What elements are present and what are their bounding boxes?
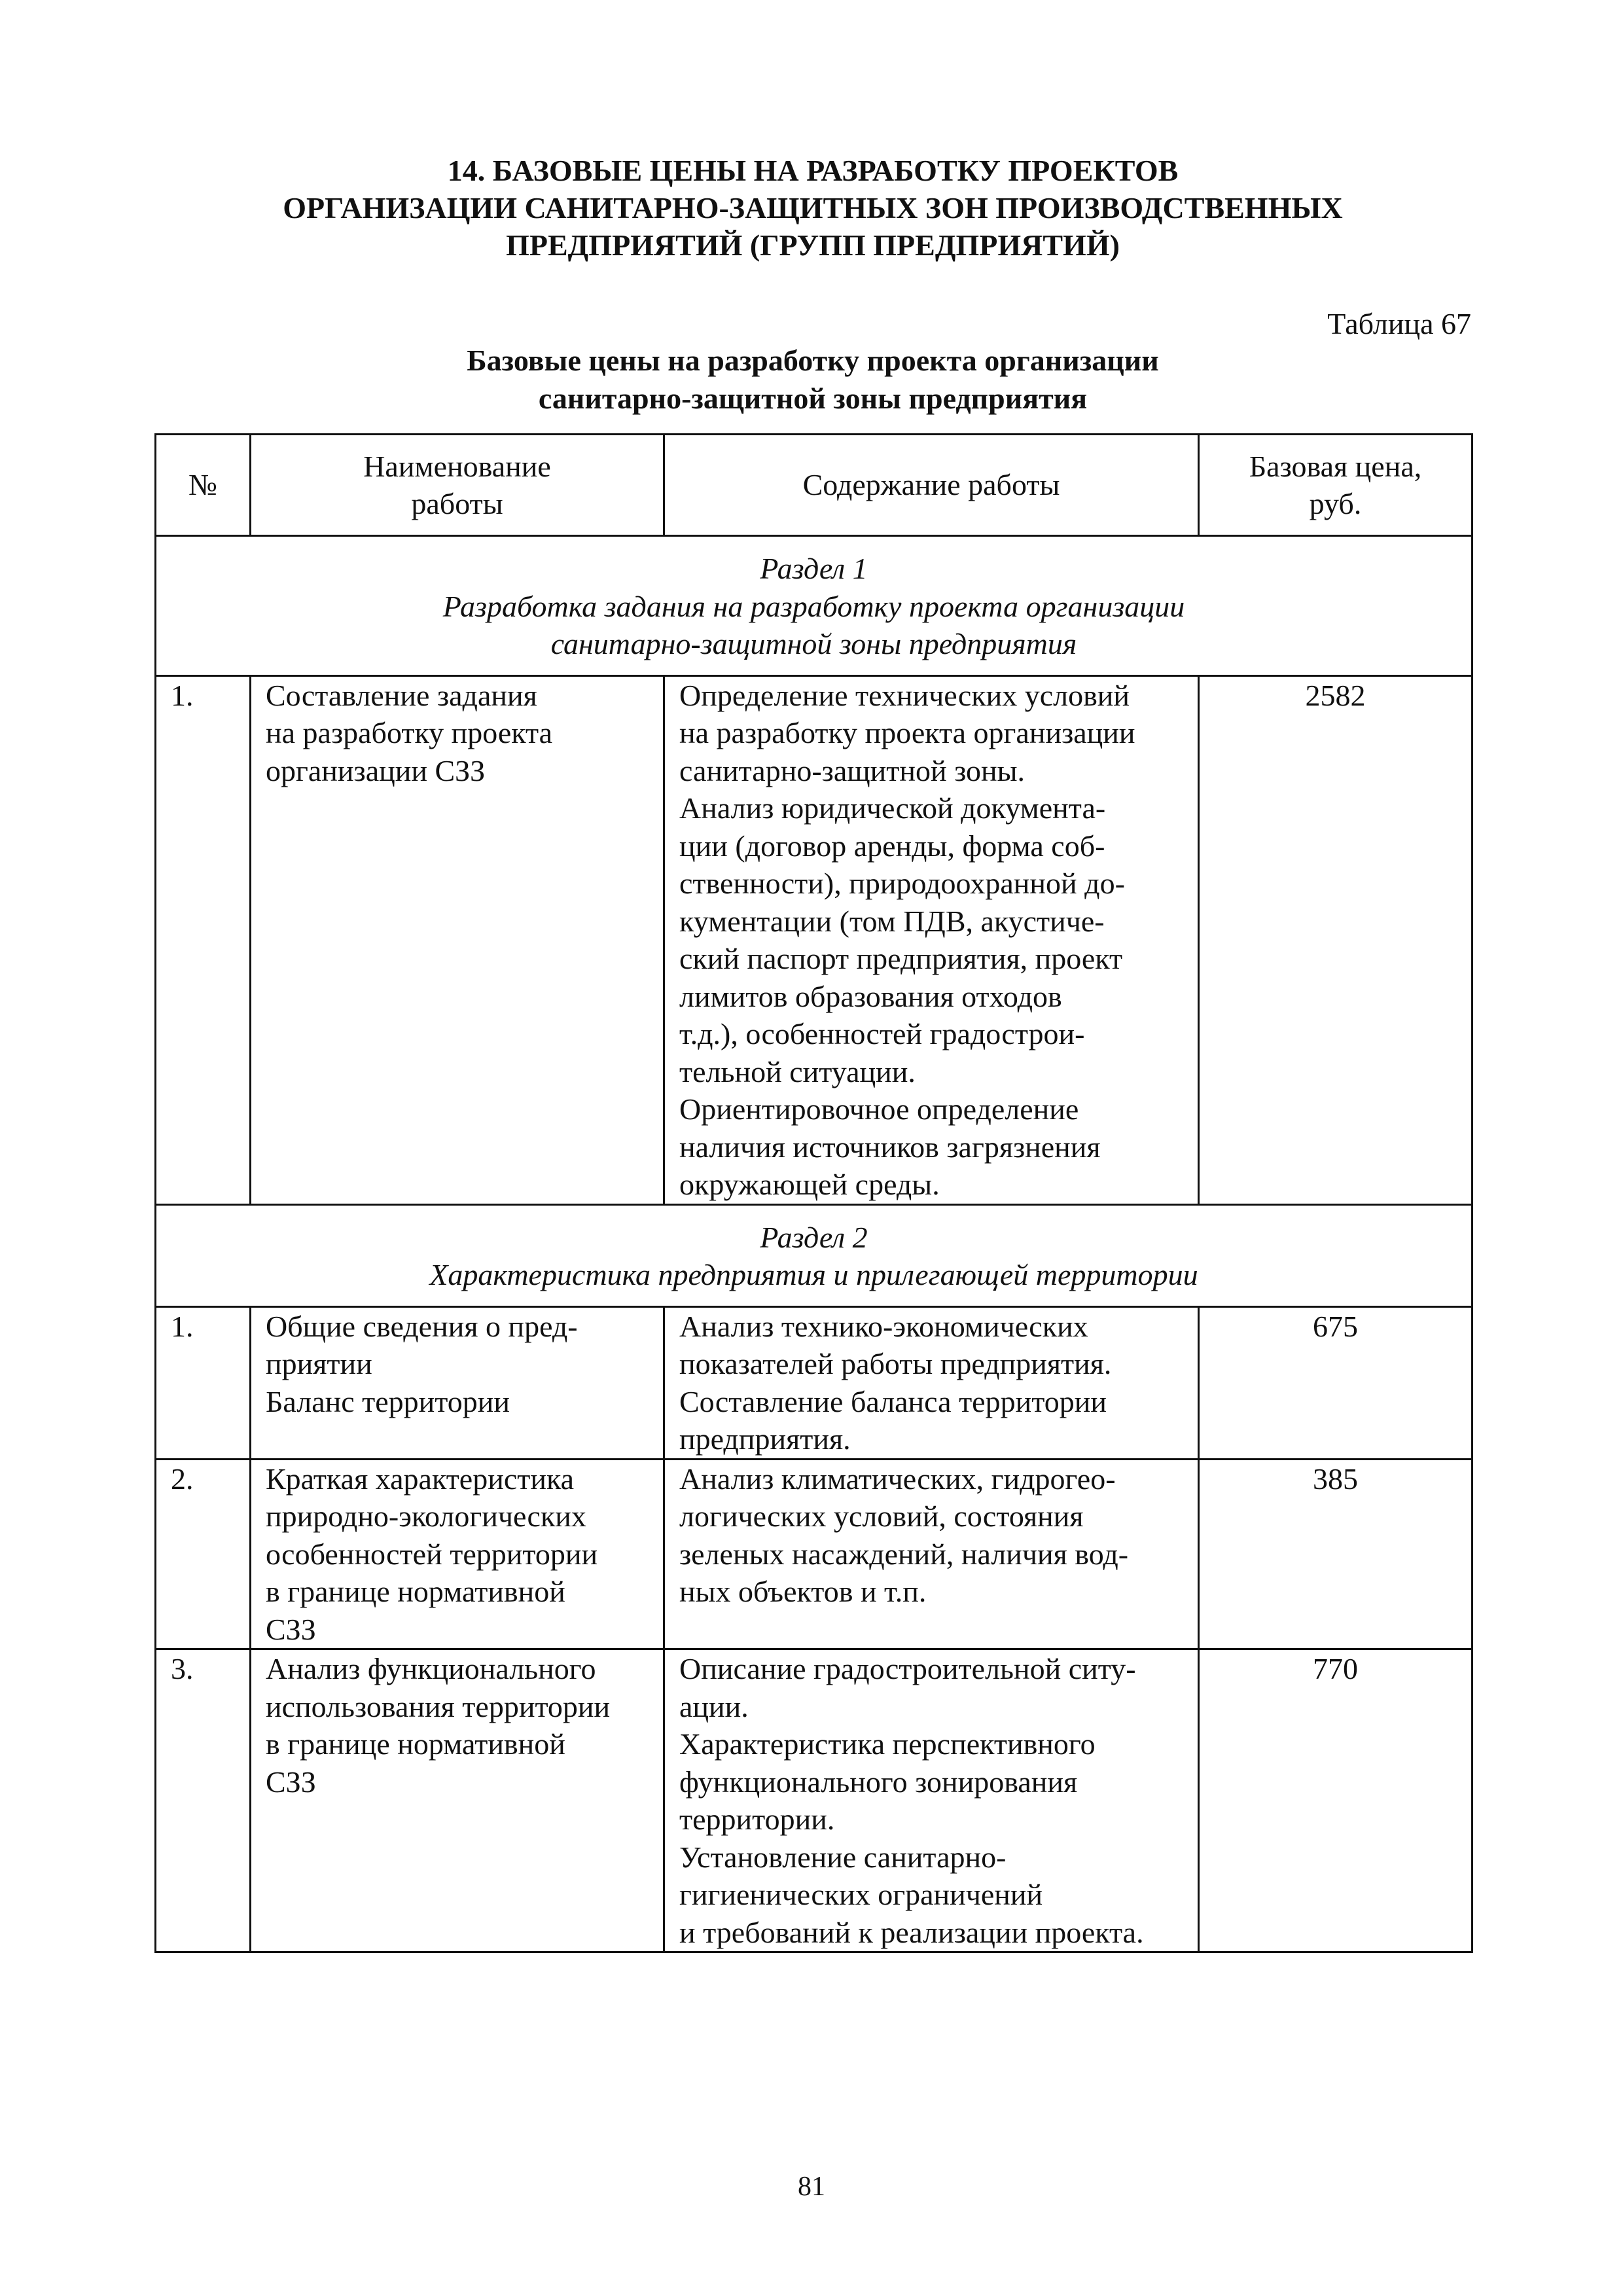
section-row	[156, 1204, 1472, 1306]
section-title-cell	[156, 1204, 1472, 1306]
work-content-line: окружающей среды.	[679, 1168, 940, 1201]
work-content-line: ский паспорт предприятия, проект	[679, 942, 1123, 975]
chapter-heading-line: 14. БАЗОВЫЕ ЦЕНЫ НА РАЗРАБОТКУ ПРОЕКТОВ	[447, 154, 1179, 187]
work-name-line: СЗЗ	[266, 1765, 316, 1799]
header-work-name-line: Наименование	[363, 449, 551, 483]
work-content-line: предприятия.	[679, 1422, 851, 1456]
work-name-line: в границе нормативной	[266, 1727, 565, 1761]
work-content-line: тельной ситуации.	[679, 1054, 916, 1088]
table-caption-line: Базовые цены на разработку проекта организации	[467, 344, 1159, 377]
chapter-heading	[154, 152, 1471, 264]
work-content-line: Описание градостроительной ситу-	[679, 1652, 1136, 1685]
work-content-line: т.д.), особенностей градострои-	[679, 1017, 1085, 1050]
header-number: №	[156, 435, 251, 536]
work-content-line: территории.	[679, 1803, 835, 1836]
row-base-price: 770	[1199, 1649, 1472, 1952]
work-content-line: кументации (том ПДВ, акустиче-	[679, 904, 1105, 938]
row-work-name	[251, 1649, 664, 1952]
header-base-price-line: Базовая цена,	[1249, 449, 1422, 483]
work-content-line: Определение технических условий	[679, 678, 1130, 712]
table-row	[156, 1649, 1472, 1952]
chapter-heading-line: ПРЕДПРИЯТИЙ (ГРУПП ПРЕДПРИЯТИЙ)	[506, 228, 1120, 262]
work-name-line: организации СЗЗ	[266, 753, 486, 787]
table-row	[156, 1306, 1472, 1459]
work-content-line: функционального зонирования	[679, 1765, 1078, 1799]
work-content-line: ных объектов и т.п.	[679, 1575, 927, 1608]
price-table	[154, 433, 1473, 1953]
row-base-price: 675	[1199, 1306, 1472, 1459]
row-number: 2.	[156, 1459, 251, 1649]
header-base-price	[1199, 435, 1472, 536]
work-name-line: использования территории	[266, 1689, 611, 1723]
work-name-line: на разработку проекта	[266, 716, 553, 749]
work-name-line: в границе нормативной	[266, 1575, 565, 1608]
work-content-line: показателей работы предприятия.	[679, 1347, 1112, 1380]
section-title-cell	[156, 536, 1472, 676]
work-content-line: наличия источников загрязнения	[679, 1130, 1101, 1164]
row-work-content	[664, 1459, 1199, 1649]
table-caption	[154, 342, 1471, 418]
work-content-line: и требований к реализации проекта.	[679, 1915, 1144, 1949]
section-subtitle-line: Характеристика предприятия и прилегающей территории	[429, 1258, 1198, 1291]
section-subtitle-line: Разработка задания на разработку проекта организации	[442, 589, 1185, 623]
work-content-line: ации.	[679, 1689, 749, 1723]
table-caption-line: санитарно-защитной зоны предприятия	[538, 382, 1088, 415]
work-name-line: Составление задания	[266, 678, 537, 712]
work-content-line: Анализ юридической документа-	[679, 791, 1106, 825]
section-row	[156, 536, 1472, 676]
row-work-name	[251, 675, 664, 1204]
row-work-name	[251, 1306, 664, 1459]
work-name-line: Общие сведения о пред-	[266, 1309, 578, 1343]
work-content-line: Анализ технико-экономических	[679, 1309, 1088, 1343]
page-number: 81	[798, 2172, 825, 2202]
table-number: Таблица 67	[1327, 307, 1471, 340]
row-work-name	[251, 1459, 664, 1649]
work-content-line: Составление баланса территории	[679, 1384, 1107, 1418]
row-base-price: 2582	[1199, 675, 1472, 1204]
work-name-line: приятии	[266, 1347, 372, 1380]
work-name-line: особенностей территории	[266, 1537, 598, 1571]
table-header-row	[156, 435, 1472, 536]
work-content-line: лимитов образования отходов	[679, 979, 1062, 1013]
chapter-heading-line: ОРГАНИЗАЦИИ САНИТАРНО-ЗАЩИТНЫХ ЗОН ПРОИЗВОДСТВЕННЫХ	[283, 191, 1343, 224]
section-subtitle-line: санитарно-защитной зоны предприятия	[550, 627, 1077, 660]
table-row	[156, 1459, 1472, 1649]
header-work-name	[251, 435, 664, 536]
row-base-price: 385	[1199, 1459, 1472, 1649]
work-content-line: ственности), природоохранной до-	[679, 867, 1125, 900]
row-number: 3.	[156, 1649, 251, 1952]
work-name-line: Краткая характеристика	[266, 1462, 575, 1496]
work-content-line: зеленых насаждений, наличия вод-	[679, 1537, 1129, 1571]
work-content-line: санитарно-защитной зоны.	[679, 753, 1026, 787]
work-name-line: природно-экологических	[266, 1499, 586, 1533]
work-content-line: Ориентировочное определение	[679, 1092, 1079, 1126]
work-name-line: Баланс территории	[266, 1384, 510, 1418]
work-content-line: Анализ климатических, гидрогео-	[679, 1462, 1116, 1496]
header-work-name-line: работы	[411, 487, 503, 520]
row-work-content	[664, 675, 1199, 1204]
table-row	[156, 675, 1472, 1204]
work-content-line: на разработку проекта организации	[679, 716, 1135, 749]
row-work-content	[664, 1649, 1199, 1952]
work-content-line: логических условий, состояния	[679, 1499, 1084, 1533]
work-content-line: гигиенических ограничений	[679, 1878, 1043, 1911]
header-base-price-line: руб.	[1309, 487, 1362, 520]
section-title: Раздел 1	[760, 552, 868, 585]
row-work-content	[664, 1306, 1199, 1459]
row-number: 1.	[156, 1306, 251, 1459]
work-content-line: Характеристика перспективного	[679, 1727, 1096, 1761]
work-name-line: Анализ функционального	[266, 1652, 596, 1685]
section-title: Раздел 2	[760, 1220, 868, 1254]
work-content-line: Установление санитарно-	[679, 1840, 1007, 1874]
work-content-line: ции (договор аренды, форма соб-	[679, 829, 1105, 863]
header-work-content: Содержание работы	[664, 435, 1199, 536]
work-name-line: СЗЗ	[266, 1612, 316, 1646]
row-number: 1.	[156, 675, 251, 1204]
